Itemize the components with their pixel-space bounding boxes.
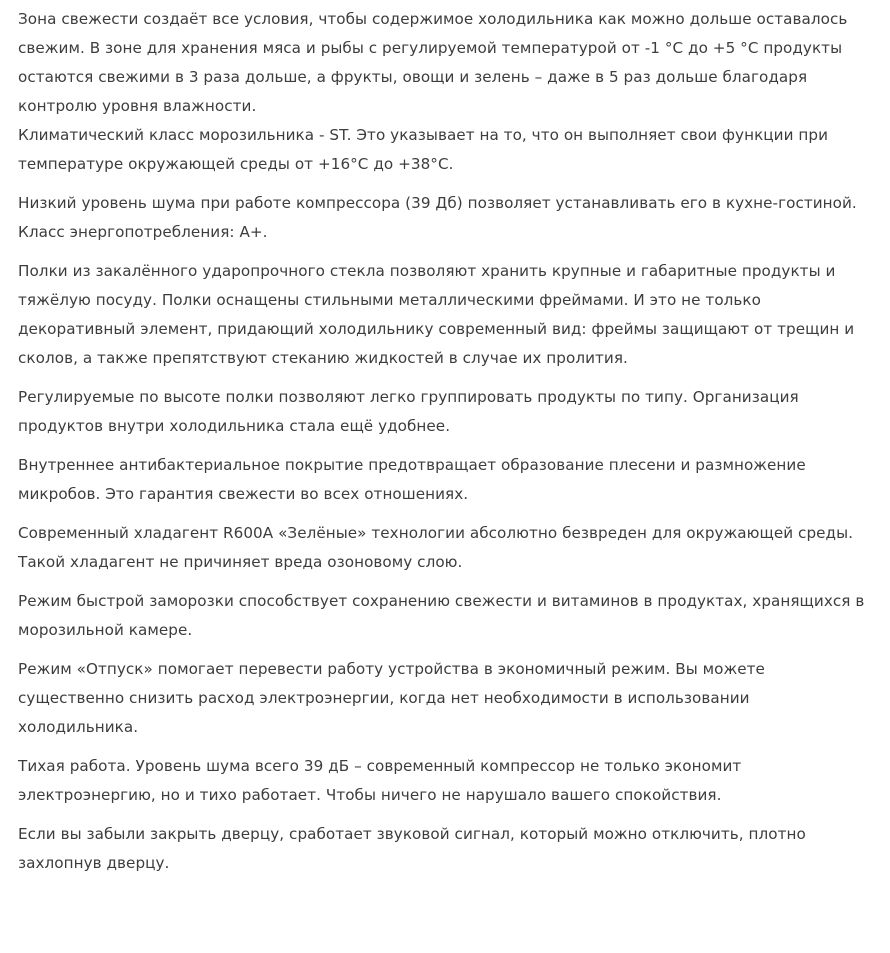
paragraph-vacation-mode: Режим «Отпуск» помогает перевести работу устройства в экономичный режим. Вы можете существенно снизить расход электроэнергии, когда нет необходимости в использовании холодильника. [18, 660, 765, 736]
paragraph-noise-level: Низкий уровень шума при работе компрессора (39 Дб) позволяет устанавливать его в кухне-гостиной. Класс энергопотребления: A+. [18, 194, 857, 241]
paragraph-adjustable-shelves: Регулируемые по высоте полки позволяют легко группировать продукты по типу. Организация продуктов внутри холодильника стала ещё удобнее. [18, 388, 799, 435]
paragraph-door-alarm: Если вы забыли закрыть дверцу, сработает звуковой сигнал, который можно отключить, плотно захлопнув дверцу. [18, 825, 806, 872]
paragraph-climate-class: Климатический класс морозильника - ST. Это указывает на то, что он выполняет свои функции при температуре окружающей среды от +16°C до +38°C. [18, 126, 828, 173]
paragraph-antibacterial-coating: Внутреннее антибактериальное покрытие предотвращает образование плесени и размножение микробов. Это гарантия свежести во всех отношениях. [18, 456, 806, 503]
paragraph-quick-freeze: Режим быстрой заморозки способствует сохранению свежести и витаминов в продуктах, хранящихся в морозильной камере. [18, 592, 865, 639]
paragraph-refrigerant: Современный хладагент R600A «Зелёные» технологии абсолютно безвреден для окружающей среды. Такой хладагент не причиняет вреда озоновому слою. [18, 524, 853, 571]
paragraph-quiet-operation: Тихая работа. Уровень шума всего 39 дБ – современный компрессор не только экономит электроэнергию, но и тихо работает. Чтобы ничего не нарушало вашего спокойствия. [18, 757, 742, 804]
paragraph-freshness-zone: Зона свежести создаёт все условия, чтобы содержимое холодильника как можно дольше оставалось свежим. В зоне для хранения мяса и рыбы с регулируемой температурой от -1 °C до +5 °C продукты остаются свежими в 3 раза дольше, а фрукты, овощи и зелень – даже в 5 раз дольше благодаря контролю уровня влажности. [18, 10, 848, 115]
paragraph-glass-shelves: Полки из закалённого ударопрочного стекла позволяют хранить крупные и габаритные продукты и тяжёлую посуду. Полки оснащены стильными металлическими фреймами. И это не только декоративный элемент, придающий холодильнику современный вид: фреймы защищают от трещин и сколов, а также препятствуют стеканию жидкостей в случае их пролития. [18, 262, 855, 367]
